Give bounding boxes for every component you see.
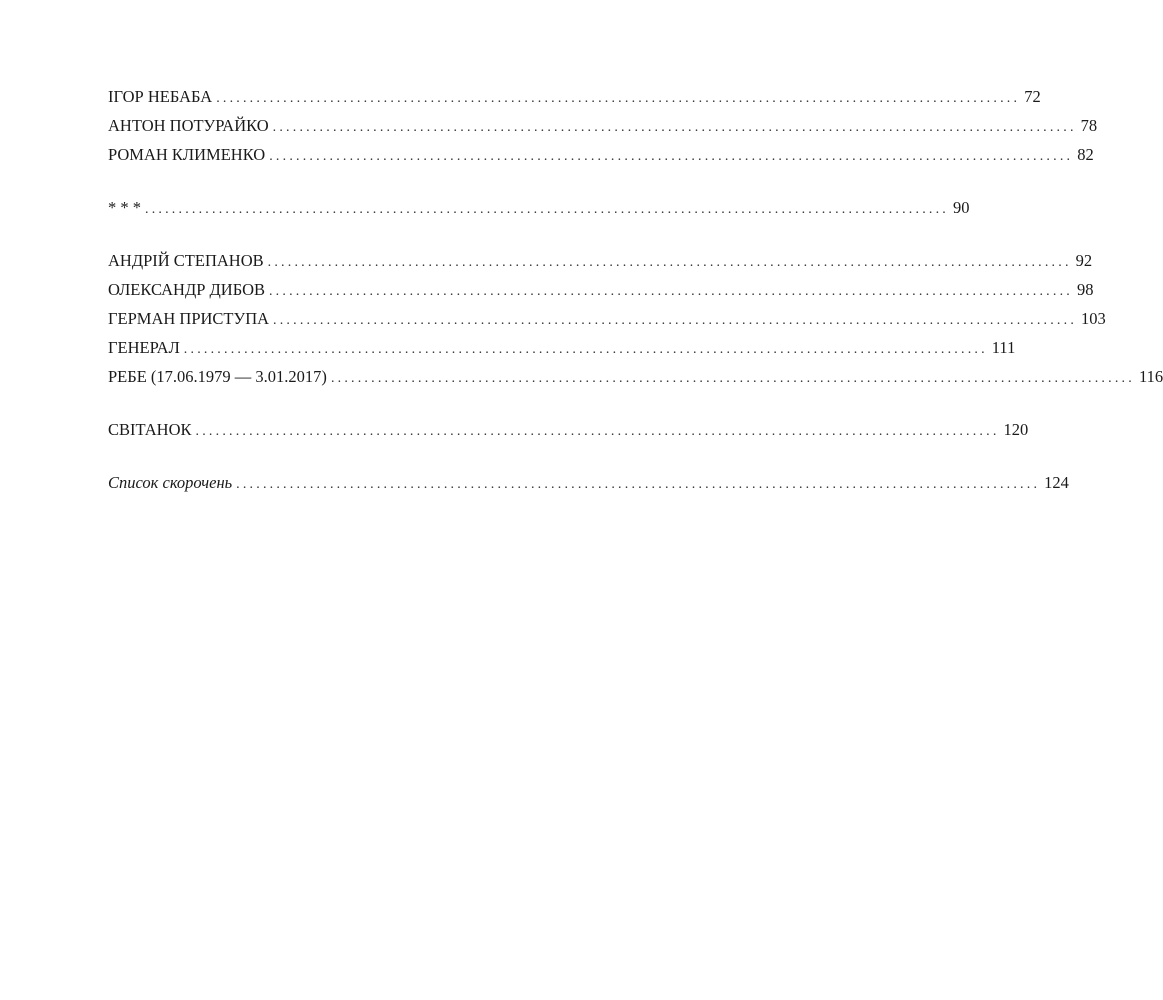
toc-entry-title: ОЛЕКСАНДР ДИБОВ bbox=[108, 280, 265, 299]
toc-entry bbox=[108, 333, 1016, 362]
toc-group bbox=[108, 415, 1029, 444]
toc-entry-title: Список скорочень bbox=[108, 473, 233, 492]
dot-leader: ........................................................................................................................ bbox=[216, 91, 1021, 106]
dot-leader: ........................................................................................................................ bbox=[269, 149, 1074, 164]
toc-entry-page: 103 bbox=[1081, 309, 1106, 328]
dot-leader: ........................................................................................................................ bbox=[145, 202, 949, 217]
toc-entry-title: АНДРІЙ СТЕПАНОВ bbox=[108, 251, 264, 270]
toc-entry bbox=[108, 111, 1098, 140]
toc-entry-page: 90 bbox=[953, 198, 970, 217]
toc-entry-page: 78 bbox=[1080, 116, 1098, 135]
toc-entry-page: 116 bbox=[1138, 367, 1163, 386]
toc-entry-title: * * * bbox=[108, 198, 141, 217]
dot-leader: ........................................................................................................................ bbox=[272, 120, 1077, 135]
toc-entry-title: РЕБЕ (17.06.1979 — 3.01.2017) bbox=[108, 367, 327, 386]
toc-entry bbox=[108, 140, 1094, 169]
dot-leader: ........................................................................................................................ bbox=[236, 477, 1041, 492]
toc-group bbox=[108, 246, 1163, 391]
dot-leader: ........................................................................................................................ bbox=[273, 313, 1078, 328]
toc-entry bbox=[108, 468, 1069, 497]
toc-entry-page: 120 bbox=[1003, 420, 1029, 439]
toc-entry-title: СВІТАНОК bbox=[108, 420, 192, 439]
dot-leader: ........................................................................................................................ bbox=[195, 424, 1000, 439]
toc-entry-title: ІГОР НЕБАБА bbox=[108, 87, 213, 106]
toc-group bbox=[108, 82, 1098, 169]
toc-entry-page: 98 bbox=[1076, 280, 1094, 299]
toc-entry-title: ГЕНЕРАЛ bbox=[108, 338, 180, 357]
toc-entry bbox=[108, 82, 1041, 111]
toc-entry-title: РОМАН КЛИМЕНКО bbox=[108, 145, 266, 164]
dot-leader: ........................................................................................................................ bbox=[330, 371, 1135, 386]
toc-entry-title: ГЕРМАН ПРИСТУПА bbox=[108, 309, 270, 328]
toc-entry-page: 111 bbox=[991, 338, 1016, 357]
toc-entry-page: 92 bbox=[1075, 251, 1093, 270]
toc-entry bbox=[108, 193, 970, 222]
toc-entry-page: 82 bbox=[1077, 145, 1094, 164]
toc-entry bbox=[108, 275, 1094, 304]
dot-leader: ........................................................................................................................ bbox=[267, 255, 1072, 270]
dot-leader: ........................................................................................................................ bbox=[183, 342, 988, 357]
toc-entry-title: АНТОН ПОТУРАЙКО bbox=[108, 116, 269, 135]
toc-entry-page: 72 bbox=[1024, 87, 1041, 106]
toc-group bbox=[108, 193, 970, 222]
dot-leader: ........................................................................................................................ bbox=[268, 284, 1073, 299]
toc-group bbox=[108, 468, 1069, 497]
toc-entry bbox=[108, 304, 1106, 333]
toc-entry bbox=[108, 415, 1029, 444]
table-of-contents bbox=[108, 82, 1163, 521]
toc-entry bbox=[108, 362, 1163, 391]
toc-entry-page: 124 bbox=[1044, 473, 1069, 492]
toc-entry bbox=[108, 246, 1093, 275]
